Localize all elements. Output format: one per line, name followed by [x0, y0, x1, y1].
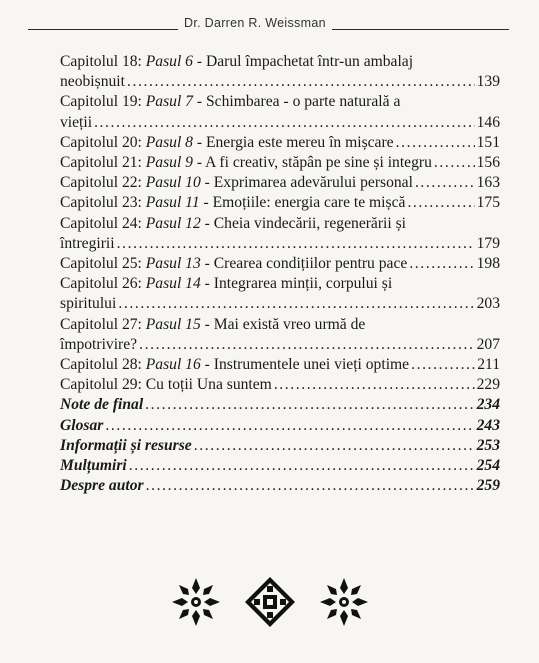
toc-text: [60, 294, 116, 314]
toc-text: [60, 153, 432, 173]
chapter-label: Capitolul 29: Cu toții Una suntem: [60, 376, 272, 394]
end-entry-label: Mulțumiri: [60, 457, 127, 475]
chapter-title: - Mai există vreo urmă de: [200, 315, 366, 333]
chapter-title: - Instrumentele unei vieți optime: [200, 356, 410, 374]
toc-text: [60, 113, 92, 133]
chapter-label: Capitolul 18:: [60, 53, 146, 70]
toc-line: [60, 52, 500, 72]
step-label: Pasul 8: [145, 133, 193, 151]
toc-line: [60, 355, 500, 375]
page-number: 198: [476, 255, 500, 273]
toc-text: [60, 234, 115, 254]
dot-leader: [145, 395, 474, 415]
step-label: Pasul 9: [145, 154, 193, 172]
chapter-title: - Cheia vindecării, regenerării și: [200, 214, 407, 232]
page-number: 254: [476, 457, 500, 475]
step-label: Pasul 7: [145, 93, 193, 111]
header-rule-right: [332, 29, 509, 30]
chapter-label: Capitolul 23:: [60, 194, 146, 212]
chapter-label: Capitolul 21:: [60, 154, 146, 172]
page-number: 243: [476, 416, 500, 434]
page-number: 139: [476, 73, 500, 91]
chapter-label: Capitolul 28:: [60, 356, 146, 374]
toc-line: [60, 193, 500, 213]
toc-line: [60, 234, 500, 254]
chapter-label: Capitolul 20:: [60, 133, 146, 151]
toc-entry: [60, 214, 500, 254]
chapter-title: - Integrarea minții, corpului și: [200, 275, 393, 293]
end-entry-label: Note de final: [60, 396, 144, 414]
toc-entry: [60, 375, 500, 395]
step-label: Pasul 16: [145, 356, 201, 374]
chapter-title: - Crearea condițiilor pentru pace: [200, 255, 408, 273]
toc-entry: [60, 315, 500, 355]
chapter-label: Capitolul 24:: [60, 214, 146, 232]
floral-ornament-icon: [170, 576, 222, 628]
toc-end-entry: [60, 456, 500, 476]
toc-text: [60, 193, 405, 213]
toc-line: [60, 92, 500, 112]
toc-entry: [60, 92, 500, 132]
toc-entry: [60, 355, 500, 375]
toc-text: [60, 375, 272, 395]
step-label: Pasul 15: [145, 315, 201, 333]
dot-leader: [407, 193, 474, 213]
chapter-title: spiritului: [60, 295, 117, 313]
dot-leader: [396, 133, 475, 153]
toc-line: [60, 254, 500, 274]
toc-end-entry: [60, 395, 500, 415]
toc-line: [60, 274, 500, 294]
toc-entry: [60, 254, 500, 274]
dot-leader: [94, 113, 475, 133]
chapter-title: - Exprimarea adevărului personal: [200, 174, 413, 192]
toc-entry: [60, 153, 500, 173]
chapter-title: - A fi creativ, stăpân pe sine și integru: [192, 154, 432, 172]
toc-text: [60, 274, 392, 294]
toc-line: [60, 153, 500, 173]
toc-line: [60, 72, 500, 92]
page-number: 229: [476, 376, 500, 394]
chapter-title: - Darul împachetat într-un ambalaj: [192, 53, 414, 70]
page-number: 253: [476, 436, 500, 454]
chapter-title: neobișnuit: [60, 73, 125, 91]
toc-line: [60, 173, 500, 193]
toc-entry: [60, 274, 500, 314]
chapter-title: - Schimbarea - o parte naturală a: [192, 93, 401, 111]
dot-leader: [127, 72, 475, 92]
toc-text: [60, 254, 407, 274]
chapter-title: - Energia este mereu în mișcare: [192, 133, 394, 151]
toc-entry: [60, 133, 500, 153]
toc-end-entry: [60, 476, 500, 496]
toc-line: [60, 214, 500, 234]
dot-leader: [105, 416, 474, 436]
toc-line: [60, 315, 500, 335]
page-number: 179: [476, 234, 500, 252]
toc-end-entry: [60, 436, 500, 456]
page-number: 234: [476, 396, 500, 414]
running-header: [28, 12, 509, 34]
dot-leader: [415, 173, 475, 193]
chapter-label: Capitolul 25:: [60, 255, 146, 273]
page-number: 151: [476, 133, 500, 151]
toc-text: [60, 355, 409, 375]
step-label: Pasul 10: [145, 174, 201, 192]
chapter-title: împotrivire?: [60, 335, 138, 353]
header-rule-left: [28, 29, 178, 30]
dot-leader: [411, 355, 475, 375]
chapter-title: - Emoțiile: energia care te mișcă: [199, 194, 406, 212]
page-number: 175: [476, 194, 500, 212]
chapter-label: Capitolul 27:: [60, 315, 146, 333]
chapter-label: Capitolul 19:: [60, 93, 146, 111]
dot-leader: [117, 234, 475, 254]
end-entry-label: Despre autor: [60, 477, 144, 495]
page-number: 156: [476, 154, 500, 172]
toc-text: [60, 173, 413, 193]
dot-leader: [118, 294, 474, 314]
square-knot-ornament-icon: [244, 576, 296, 628]
toc-line: [60, 294, 500, 314]
toc-line: [60, 335, 500, 355]
page-number: 203: [476, 295, 500, 313]
header-author: Dr. Darren R. Weissman: [184, 16, 326, 30]
end-entry-label: Glosar: [60, 416, 104, 434]
toc-text: [60, 72, 125, 92]
page-number: 207: [476, 335, 500, 353]
chapter-label: Capitolul 22:: [60, 174, 146, 192]
toc-entry: [60, 52, 500, 92]
ornament-row: [170, 576, 370, 628]
page-number: 163: [476, 174, 500, 192]
toc-text: [60, 335, 137, 355]
page-number: 211: [477, 356, 500, 374]
dot-leader: [274, 375, 475, 395]
step-label: Pasul 14: [145, 275, 201, 293]
toc-line: [60, 113, 500, 133]
table-of-contents: [60, 52, 500, 496]
toc-text: [60, 214, 406, 234]
toc-text: [60, 133, 394, 153]
dot-leader: [194, 436, 475, 456]
step-label: Pasul 6: [145, 53, 193, 70]
toc-line: [60, 133, 500, 153]
dot-leader: [146, 476, 475, 496]
chapter-title: vieții: [60, 113, 93, 131]
dot-leader: [129, 456, 475, 476]
page-number: 146: [476, 113, 500, 131]
step-label: Pasul 13: [145, 255, 201, 273]
toc-line: [60, 375, 500, 395]
dot-leader: [409, 254, 474, 274]
toc-text: [60, 92, 400, 112]
toc-text: [60, 315, 365, 335]
chapter-title: întregirii: [60, 234, 115, 252]
toc-entry: [60, 193, 500, 213]
end-entry-label: Informații și resurse: [60, 436, 192, 454]
step-label: Pasul 11: [145, 194, 200, 212]
toc-entry: [60, 173, 500, 193]
toc-text: [60, 52, 413, 72]
dot-leader: [434, 153, 475, 173]
chapter-label: Capitolul 26:: [60, 275, 146, 293]
step-label: Pasul 12: [145, 214, 201, 232]
floral-ornament-icon: [318, 576, 370, 628]
dot-leader: [139, 335, 475, 355]
toc-end-entry: [60, 416, 500, 436]
page-number: 259: [476, 477, 500, 495]
